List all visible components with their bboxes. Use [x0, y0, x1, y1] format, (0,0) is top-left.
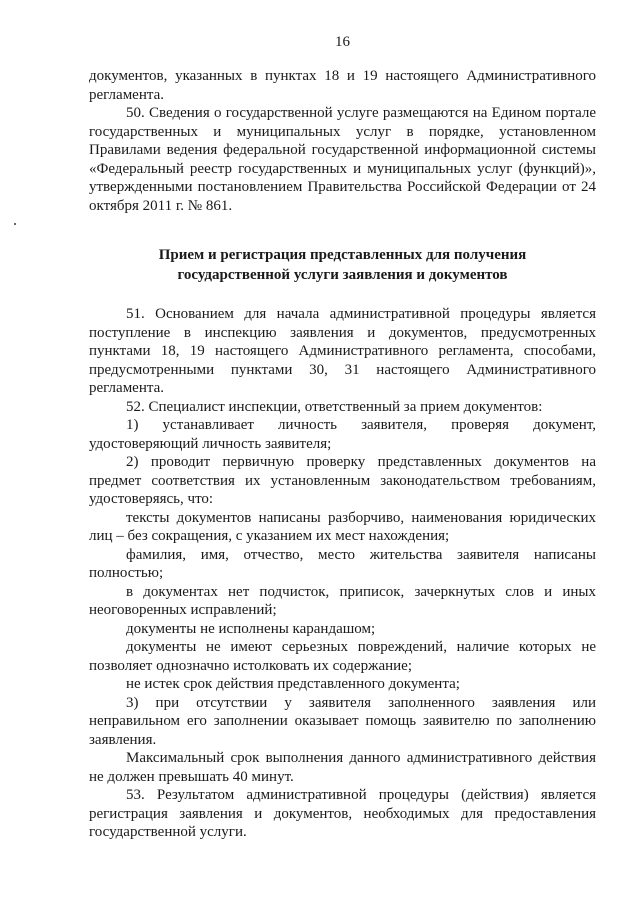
paragraph-52-item-1: 1) устанавливает личность заявителя, проверяя документ, удостоверяющий личность заявителя;	[89, 417, 596, 452]
paragraph-53: 53. Результатом административной процедуры (действия) является регистрация заявления и документов, необходимых для предоставления государственной услуги.	[89, 787, 596, 840]
paragraph-52: 52. Специалист инспекции, ответственный за прием документов:	[126, 398, 543, 415]
paragraph-max-time: Максимальный срок выполнения данного административного действия не должен превышать 40 минут.	[89, 750, 596, 785]
condition-not-expired: не истек срок действия представленного документа;	[126, 676, 460, 692]
paragraph-continuation: документов, указанных в пунктах 18 и 19 настоящего Административного регламента.	[89, 68, 596, 103]
condition-legible: тексты документов написаны разборчиво, наименования юридических лиц – без сокращения, с указанием их мест нахождения;	[89, 509, 596, 544]
condition-no-erasures: в документах нет подчисток, приписок, зачеркнутых слов и иных неоговоренных исправлений;	[89, 583, 596, 618]
section-heading-line-1: Прием и регистрация представленных для получения	[158, 247, 527, 263]
condition-full-name: фамилия, имя, отчество, место жительства заявителя написаны полностью;	[89, 546, 596, 581]
paragraph-52-item-3: 3) при отсутствии у заявителя заполненного заявления или неправильном его заполнении оказывает помощь заявителю по заполнению заявления.	[89, 694, 596, 748]
spacer	[89, 285, 596, 305]
section-heading-line-2: государственной услуги заявления и документов	[177, 267, 508, 283]
document-page	[89, 0, 596, 905]
condition-not-pencil: документы не исполнены карандашом;	[126, 620, 376, 637]
page-content	[89, 67, 596, 842]
paragraph-50: 50. Сведения о государственной услуге размещаются на Едином портале государственных и муниципальных услуг в порядке, установленном Правилами ведения федеральной государственной информационной системы «Федеральный реестр государственных и муниципальных услуг (функций)», утвержденными постановлением Правительства Российской Федерации от 24 октября 2011 г. № 861.	[89, 105, 596, 214]
spacer	[89, 215, 596, 245]
condition-no-damage: документы не имеют серьезных повреждений, наличие которых не позволяет однозначно истолковать их содержание;	[89, 639, 596, 674]
paragraph-51: 51. Основанием для начала административной процедуры является поступление в инспекцию заявления и документов, предусмотренных пунктами 18, 19 настоящего Административного регламента, способами, предусмотренными пунктами 30, 31 настоящего Административного регламента.	[89, 306, 596, 396]
paragraph-52-item-2: 2) проводит первичную проверку представленных документов на предмет соответствия их установленным законодательством требованиям, удостоверяясь, что:	[89, 454, 596, 507]
page-number: 16	[335, 34, 350, 50]
scan-mark	[14, 223, 16, 225]
